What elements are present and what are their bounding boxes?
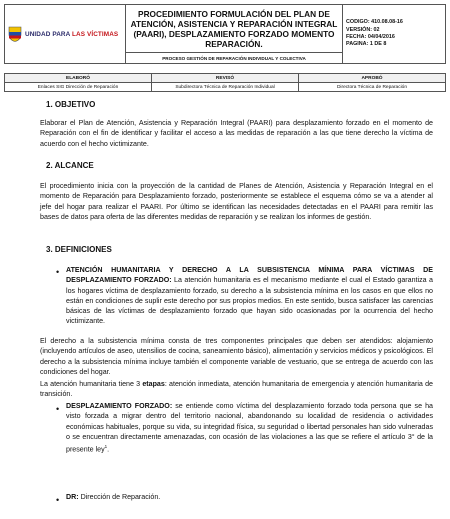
reviso-value: Subdirectora Técnica de Reparación Individual (152, 83, 299, 92)
etapas-text-c: : atención inmediata, atención humanitaria de emergencia y atención humanitaria de transición. (40, 380, 433, 399)
section-alcance-text: El procedimiento inicia con la proyección de la cantidad de Planes de Atención, Asistencia y Reparación Integral en el momento de Reparación para Desplazamiento forzado, posteriormente se establece el esquema cómo se va a atender al jefe del hogar para realizar el PAARI. Por último se identifican las necesidades detectadas en el PAARI para remitir las bases de datos para oferta de las diferentes medidas de reparación y se realizan los informes de gestión. (40, 182, 433, 221)
definition-term: ATENCIÓN HUMANITARIA Y DERECHO A LA SUBSISTENCIA MÍNIMA PARA VÍCTIMAS DE DESPLAZAMIENTO FORZADO: (66, 266, 433, 285)
definition-text: se entiende como víctima del desplazamiento forzado toda persona que se ha visto forzada a migrar dentro del territorio nacional, abandonando su localidad de residencia o actividades económicas habituales, porque su vida, su integridad física, su seguridad o libertad personales han sido vulneradas o se encuentran directamente amenazadas, con ocasión de las violaciones a las que se refiere el artículo 3° de la presente ley (66, 402, 433, 454)
signature-table (4, 73, 446, 92)
aprobo-value: Directora Técnica de Reparación (299, 83, 446, 92)
bullet-icon: • (56, 495, 60, 505)
bullet-icon: • (56, 267, 60, 277)
section-alcance-heading: 2. ALCANCE (46, 161, 94, 170)
version-label: VERSIÓN: 02 (346, 26, 380, 33)
definition-text: La atención humanitaria es el mecanismo mediante el cual el Estado garantiza a los hogares víctima de desplazamiento forzado, su derecho a la subsistencia mínima en los casos en que ellos no están en condiciones de suplir este derecho por sus propios medios. En este sentido, busca satisfacer las carencias básicas de las víctimas de desplazamiento forzado que hayan sido ocasionadas por la ocurrencia del hecho victimizante. (66, 276, 433, 326)
footnote-ref: 1 (104, 444, 108, 450)
logo-cell (5, 5, 126, 64)
date-label: FECHA: 04/04/2016 (346, 34, 395, 40)
document-title: PROCEDIMIENTO FORMULACIÓN DEL PLAN DE ATENCIÓN, ASISTENCIA Y REPARACIÓN INTEGRAL (PAARI), DESPLAZAMIENTO FORZADO MOMENTO REPARACIÓN. (126, 5, 343, 53)
section-objetivo-text: Elaborar el Plan de Atención, Asistencia y Reparación Integral (PAARI) para desplazamiento forzado en el momento de Reparación con el fin de identificar y facilitar el acceso a las medidas de reparación a las que tiene derecho la víctima de acuerdo con el hecho victimizante. (40, 119, 433, 148)
logo-text (25, 31, 118, 38)
definition-dr (66, 492, 433, 502)
subsistencia-paragraph: El derecho a la subsistencia mínima consta de tres componentes principales que deben ser atendidos: alojamiento (incluyendo artículos de aseo, utensilios de cocina, saneamiento básico), alimentación y servicios médicos y psicológicos. El derecho a la subsistencia mínima incluye también el componente variable de vestuario, que se entrega de acuerdo con las condiciones del hogar. (40, 337, 433, 376)
definition-end: . (107, 445, 110, 454)
definition-desplazamiento-forzado (66, 401, 433, 455)
etapas-text-a: La atención humanitaria tiene 3 (40, 380, 143, 388)
section-definiciones-heading: 3. DEFINICIONES (46, 245, 112, 254)
definition-term: DESPLAZAMIENTO FORZADO: (66, 402, 173, 410)
unidad-victimas-logo (5, 26, 125, 42)
elaboro-header: ELABORÓ (5, 74, 152, 83)
document-header (4, 4, 446, 64)
reviso-header: REVISÓ (152, 74, 299, 83)
bullet-icon: • (56, 404, 60, 414)
etapas-term: etapas (142, 380, 165, 388)
colombia-shield-icon (8, 26, 22, 42)
definition-term: DR: (66, 493, 79, 501)
document-meta (343, 5, 446, 64)
elaboro-value: Enlaces SIG Dirección de Reparación (5, 83, 152, 92)
page-label: PAGINA: 1 DE 8 (346, 41, 387, 48)
etapas-paragraph (40, 379, 433, 400)
section-objetivo-heading: 1. OBJETIVO (46, 100, 96, 109)
logo-text-part2: LAS VÍCTIMAS (72, 30, 119, 38)
aprobo-header: APROBÓ (299, 74, 446, 83)
definition-text: Dirección de Reparación. (78, 493, 161, 501)
logo-text-part1: UNIDAD PARA (25, 30, 72, 38)
process-label: PROCESO GESTIÓN DE REPARACIÓN INDIVIDUAL Y COLECTIVA (126, 53, 343, 64)
code-label: CODIGO: 410.08.08-16 (346, 19, 403, 26)
definition-atencion-humanitaria (66, 265, 433, 327)
